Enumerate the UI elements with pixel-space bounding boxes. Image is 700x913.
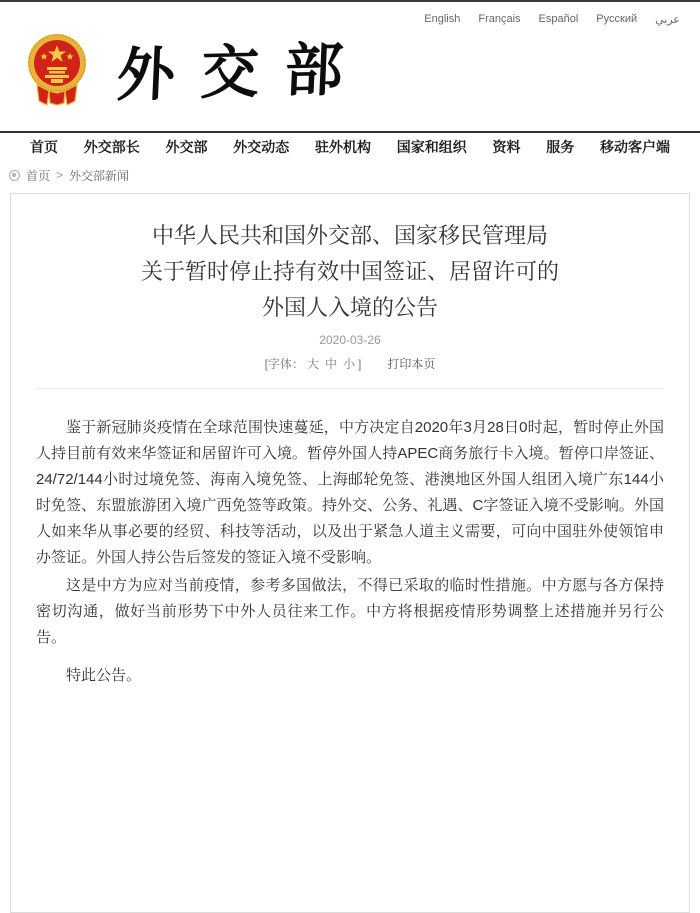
print-page-button[interactable]: 打印本页 [387,357,436,371]
nav-item-minister[interactable]: 外交部长 [83,139,140,155]
content-divider [36,388,664,389]
ministry-calligraphy-title: 外交部 [115,34,371,110]
font-size-label-close: ] [358,357,362,371]
nav-item-mobile-client[interactable]: 移动客户端 [600,139,670,155]
nav-item-ministry[interactable]: 外交部 [165,139,208,155]
nav-item-missions[interactable]: 驻外机构 [315,139,371,155]
article-card [10,193,690,913]
article-title-line1: 中华人民共和国外交部、国家移民管理局 [151,223,548,248]
nav-item-home[interactable]: 首页 [30,139,58,155]
lang-link-arabic[interactable]: عربي [655,14,680,26]
nav-item-countries[interactable]: 国家和组织 [396,139,467,155]
article-paragraph-1: 鉴于新冠肺炎疫情在全球范围快速蔓延，中方决定自2020年3月28日0时起，暂时停止外国人持目前有效来华签证和居留许可入境。暂停外国人持APEC商务旅行卡入境。暂停口岸签证、24/72/144小时过境免签、海南入境免签、上海邮轮免签、港澳地区外国人组团入境广东144小时免签、东盟旅游团入境广西免签等政策。持外交、公务、礼遇、C字签证入境不受影响。外国人如来华从事必要的经贸、科技等活动，以及出于紧急人道主义需要，可向中国驻外使领馆申办签证。外国人持公告后签发的签证入境不受影响。 [36,419,664,566]
article-paragraph-3: 特此公告。 [66,667,142,684]
breadcrumb-home-icon [9,170,20,181]
article-paragraph-2: 这是中方为应对当前疫情，参考多国做法，不得已采取的临时性措施。中方愿与各方保持密切沟通，做好当前形势下中外人员往来工作。中方将根据疫情形势调整上述措施并另行公告。 [36,577,664,646]
font-size-medium-button[interactable]: 中 [324,357,337,371]
nav-item-activities[interactable]: 外交动态 [233,139,290,155]
lang-link-french[interactable]: Français [478,13,521,25]
breadcrumb-separator: > [56,168,64,182]
article-title-line3: 外国人入境的公告 [261,295,438,320]
font-size-label-open: [字体： [264,357,304,371]
article-title-line2: 关于暂时停止持有效中国签证、居留许可的 [140,259,559,284]
font-size-small-button[interactable]: 小 [343,357,356,371]
nav-item-resources[interactable]: 资料 [492,139,521,155]
font-size-large-button[interactable]: 大 [306,357,319,371]
language-bar [424,13,680,26]
site-logo[interactable] [25,31,369,115]
nav-item-services[interactable]: 服务 [546,139,575,155]
breadcrumb-current: 外交部新闻 [69,168,130,183]
site-header [0,2,700,131]
article-tools [36,355,664,372]
article-title [36,218,664,326]
breadcrumb [0,161,700,189]
lang-link-english[interactable]: English [424,13,461,25]
lang-link-spanish[interactable]: Español [538,13,579,25]
article-date: 2020-03-26 [319,333,381,347]
breadcrumb-home-link[interactable]: 首页 [26,168,51,183]
lang-link-russian[interactable]: Русский [596,13,638,25]
main-navigation [0,133,700,161]
national-emblem-icon [25,31,89,107]
article-body [36,415,664,689]
